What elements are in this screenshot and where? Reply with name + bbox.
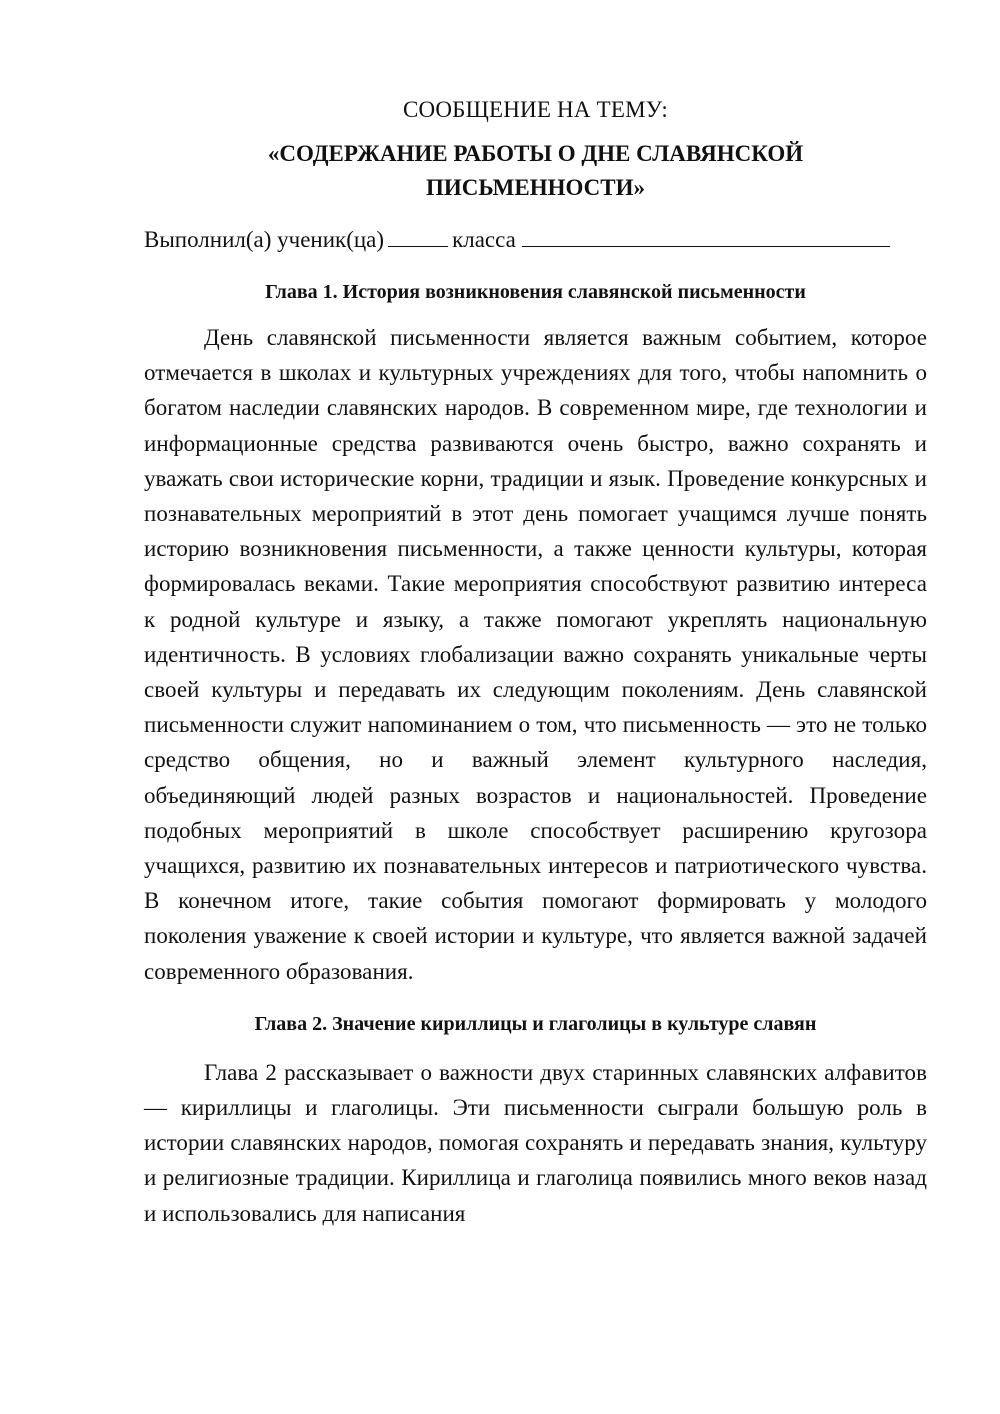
document-title (144, 137, 927, 205)
author-prefix: Выполнил(а) ученик(ца) (144, 227, 385, 252)
subject-line: СООБЩЕНИЕ НА ТЕМУ: (403, 97, 668, 122)
title-line-1: «СОДЕРЖАНИЕ РАБОТЫ О ДНЕ СЛАВЯНСКОЙ (267, 141, 804, 166)
document-page (144, 92, 927, 1231)
title-line-2: ПИСЬМЕННОСТИ» (425, 175, 646, 200)
chapter-2-heading: Глава 2. Значение кириллицы и глаголицы в культуре славян (254, 1012, 817, 1035)
author-line (144, 222, 927, 257)
student-name-blank[interactable] (522, 224, 890, 247)
chapter-1-heading: Глава 1. История возникновения славянской письменности (265, 281, 806, 303)
chapter-2-text: Глава 2 рассказывает о важности двух старинных славянских алфавитов — кириллицы и глаголицы. Эти письменности сыграли большую роль в истории славянских народов, помогая сохранять и передавать знания, культуру и религиозные традиции. Кириллица и глаголица появились много веков назад и использовались для написания (144, 1059, 927, 1226)
class-label: класса (452, 227, 516, 252)
chapter-1-text: День славянской письменности является важным событием, которое отмечается в школах и культурных учреждениях для того, чтобы напомнить о богатом наследии славянских народов. В современном мире, где технологии и информационные средства развиваются очень быстро, важно сохранять и уважать свои исторические корни, традиции и язык. Проведение конкурсных и познавательных мероприятий в этот день помогает учащимся лучше понять историю возникновения письменности, а также ценности культуры, которая формировалась веками. Такие мероприятия способствуют развитию интереса к родной культуре и языку, а также помогают укреплять национальную идентичность. В условиях глобализации важно сохранять уникальные черты своей культуры и передавать их следующим поколениям. День славянской письменности служит напоминанием о том, что письменность — это не только средство общения, но и важный элемент культурного наследия, объединяющий людей разных возрастов и национальностей. Проведение подобных мероприятий в школе способствует расширению кругозора учащихся, развитию их познавательных интересов и патриотического чувства. В конечном итоге, такие события помогают формировать у молодого поколения уважение к своей истории и культуре, что является важной задачей современного образования. (144, 325, 927, 984)
class-number-blank[interactable] (388, 224, 448, 247)
